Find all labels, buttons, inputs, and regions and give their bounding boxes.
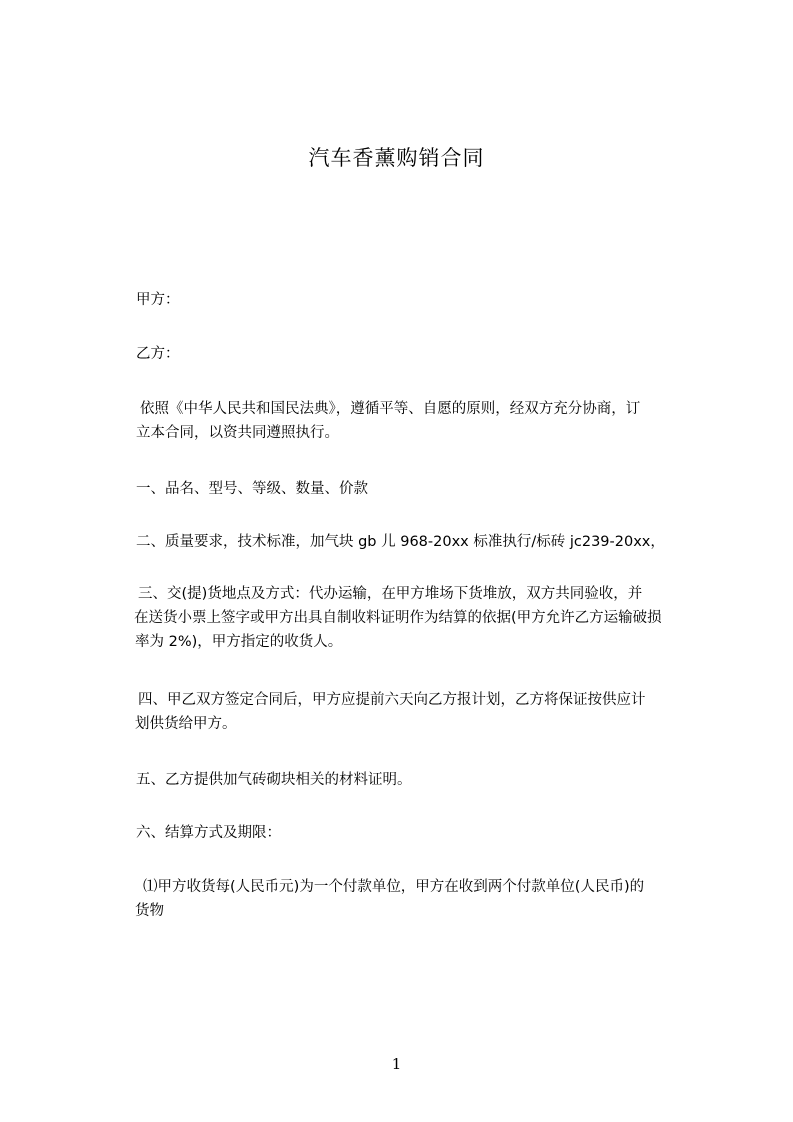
section-6-heading: 六、结算方式及期限： (136, 825, 281, 841)
preamble-line-1: 依照《中华人民共和国民法典》，遵循平等、自愿的原则，经双方充分协商，订 (140, 401, 641, 417)
section-1-heading: 一、品名、型号、等级、数量、价款 (136, 481, 368, 497)
section-4-line-2: 划供货给甲方。 (135, 716, 237, 732)
section-3-line-2: 在送货小票上签字或甲方出具自制收料证明作为结算的依据(甲方允许乙方运输破损 (134, 610, 662, 626)
party-b-label: 乙方： (136, 346, 180, 362)
section-3-paragraph (135, 582, 720, 654)
clause-6-1-paragraph (135, 875, 720, 923)
preamble-line-2: 立本合同，以资共同遵照执行。 (136, 425, 339, 441)
page-number: 1 (391, 1055, 402, 1073)
section-5-heading: 五、乙方提供加气砖砌块相关的材料证明。 (136, 772, 412, 788)
section-2-heading: 二、质量要求，技术标准，加气块 gb 儿 968-20xx 标准执行/标砖 jc239-20xx， (136, 534, 665, 550)
clause-6-1-line-1: ⑴甲方收货每(人民币元)为一个付款单位，甲方在收到两个付款单位(人民币)的 (143, 879, 645, 895)
document-title: 汽车香薰购销合同 (308, 146, 485, 170)
party-a-label: 甲方： (136, 292, 180, 308)
section-4-line-1: 四、甲乙双方签定合同后，甲方应提前六天向乙方报计划，乙方将保证按供应计 (138, 692, 646, 708)
preamble-paragraph (136, 397, 721, 445)
clause-6-1-line-2: 货物 (135, 903, 164, 919)
section-4-paragraph (135, 688, 720, 736)
section-3-line-3: 率为 2%)，甲方指定的收货人。 (135, 634, 343, 650)
section-3-line-1: 三、交(提)货地点及方式：代办运输，在甲方堆场下货堆放，双方共同验收，并 (138, 586, 643, 602)
